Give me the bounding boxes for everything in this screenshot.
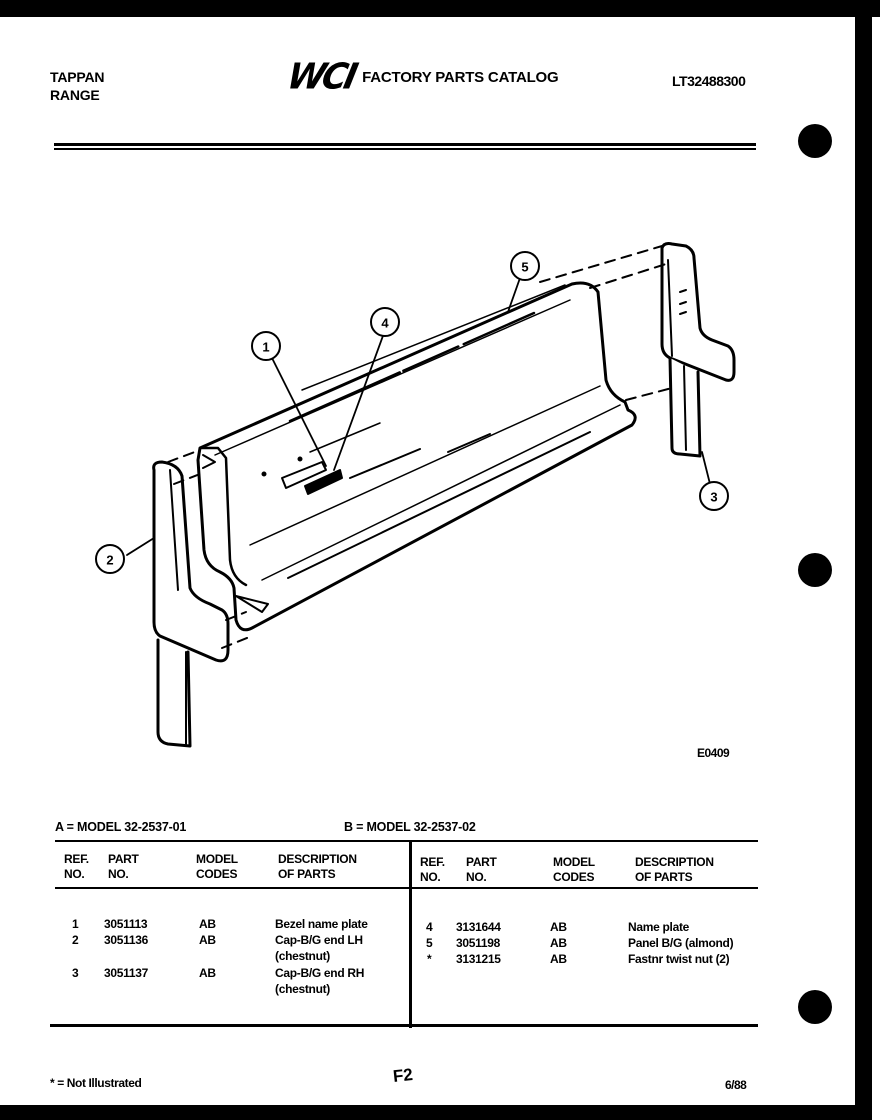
description: Fastnr twist nut (2) (628, 952, 730, 966)
ref-no: 1 (72, 917, 79, 931)
not-illustrated-note: * = Not Illustrated (50, 1076, 142, 1090)
model-codes: AB (199, 933, 216, 947)
page-date: 6/88 (725, 1078, 747, 1092)
part-no: 3051136 (104, 933, 148, 947)
description: Bezel name plate (275, 917, 368, 931)
description: Cap-B/G end RH (275, 966, 365, 980)
callout-3: 3 (710, 489, 718, 505)
model-codes: AB (199, 966, 216, 980)
part-no: 3051113 (104, 917, 148, 931)
scan-border-bottom (0, 1105, 872, 1120)
ref-no: 2 (72, 933, 79, 947)
description: Panel B/G (almond) (628, 936, 734, 950)
callout-5: 5 (521, 259, 529, 275)
col-ref-no: REF. NO. (64, 852, 89, 881)
ref-no: 5 (426, 936, 433, 950)
catalog-number: LT32488300 (672, 73, 746, 89)
description-cont: (chestnut) (275, 982, 330, 996)
table-divider (409, 840, 412, 1028)
description: Cap-B/G end LH (275, 933, 363, 947)
figure-id: E0409 (697, 746, 730, 760)
ref-no: 4 (426, 920, 433, 934)
model-codes: AB (199, 917, 216, 931)
product-type: RANGE (50, 87, 100, 103)
callout-1: 1 (262, 339, 270, 355)
brand-name: TAPPAN (50, 69, 105, 85)
callout-2: 2 (106, 552, 114, 568)
col-part-no-right: PART NO. (466, 855, 497, 884)
col-model-codes: MODEL CODES (196, 852, 238, 881)
part-no: 3051198 (456, 936, 500, 950)
model-a-label: A = MODEL 32-2537-01 (55, 820, 187, 834)
col-model-codes-right: MODEL CODES (553, 855, 595, 884)
callout-4: 4 (381, 315, 389, 331)
page-code: F2 (392, 1065, 414, 1086)
part-no: 3131644 (456, 920, 501, 934)
model-b-label: B = MODEL 32-2537-02 (344, 820, 476, 834)
model-codes: AB (550, 952, 567, 966)
description-cont: (chestnut) (275, 949, 330, 963)
col-ref-no-right: REF. NO. (420, 855, 445, 884)
description: Name plate (628, 920, 690, 934)
col-part-no: PART NO. (108, 852, 139, 881)
wci-logo: WCI (283, 56, 359, 98)
part-no: 3051137 (104, 966, 148, 980)
right-end-cap (662, 244, 734, 457)
col-description-right: DESCRIPTION OF PARTS (635, 855, 714, 884)
catalog-title: FACTORY PARTS CATALOG (362, 68, 559, 86)
table-bottom-rule (50, 1024, 758, 1027)
model-codes: AB (550, 936, 567, 950)
col-description: DESCRIPTION OF PARTS (278, 852, 357, 881)
model-codes: AB (550, 920, 567, 934)
ref-no: 3 (72, 966, 79, 980)
binder-hole-bottom (798, 990, 832, 1024)
ref-no: * (427, 952, 432, 966)
table-header-rule (55, 887, 758, 889)
part-no: 3131215 (456, 952, 501, 966)
table-top-rule (55, 840, 758, 842)
